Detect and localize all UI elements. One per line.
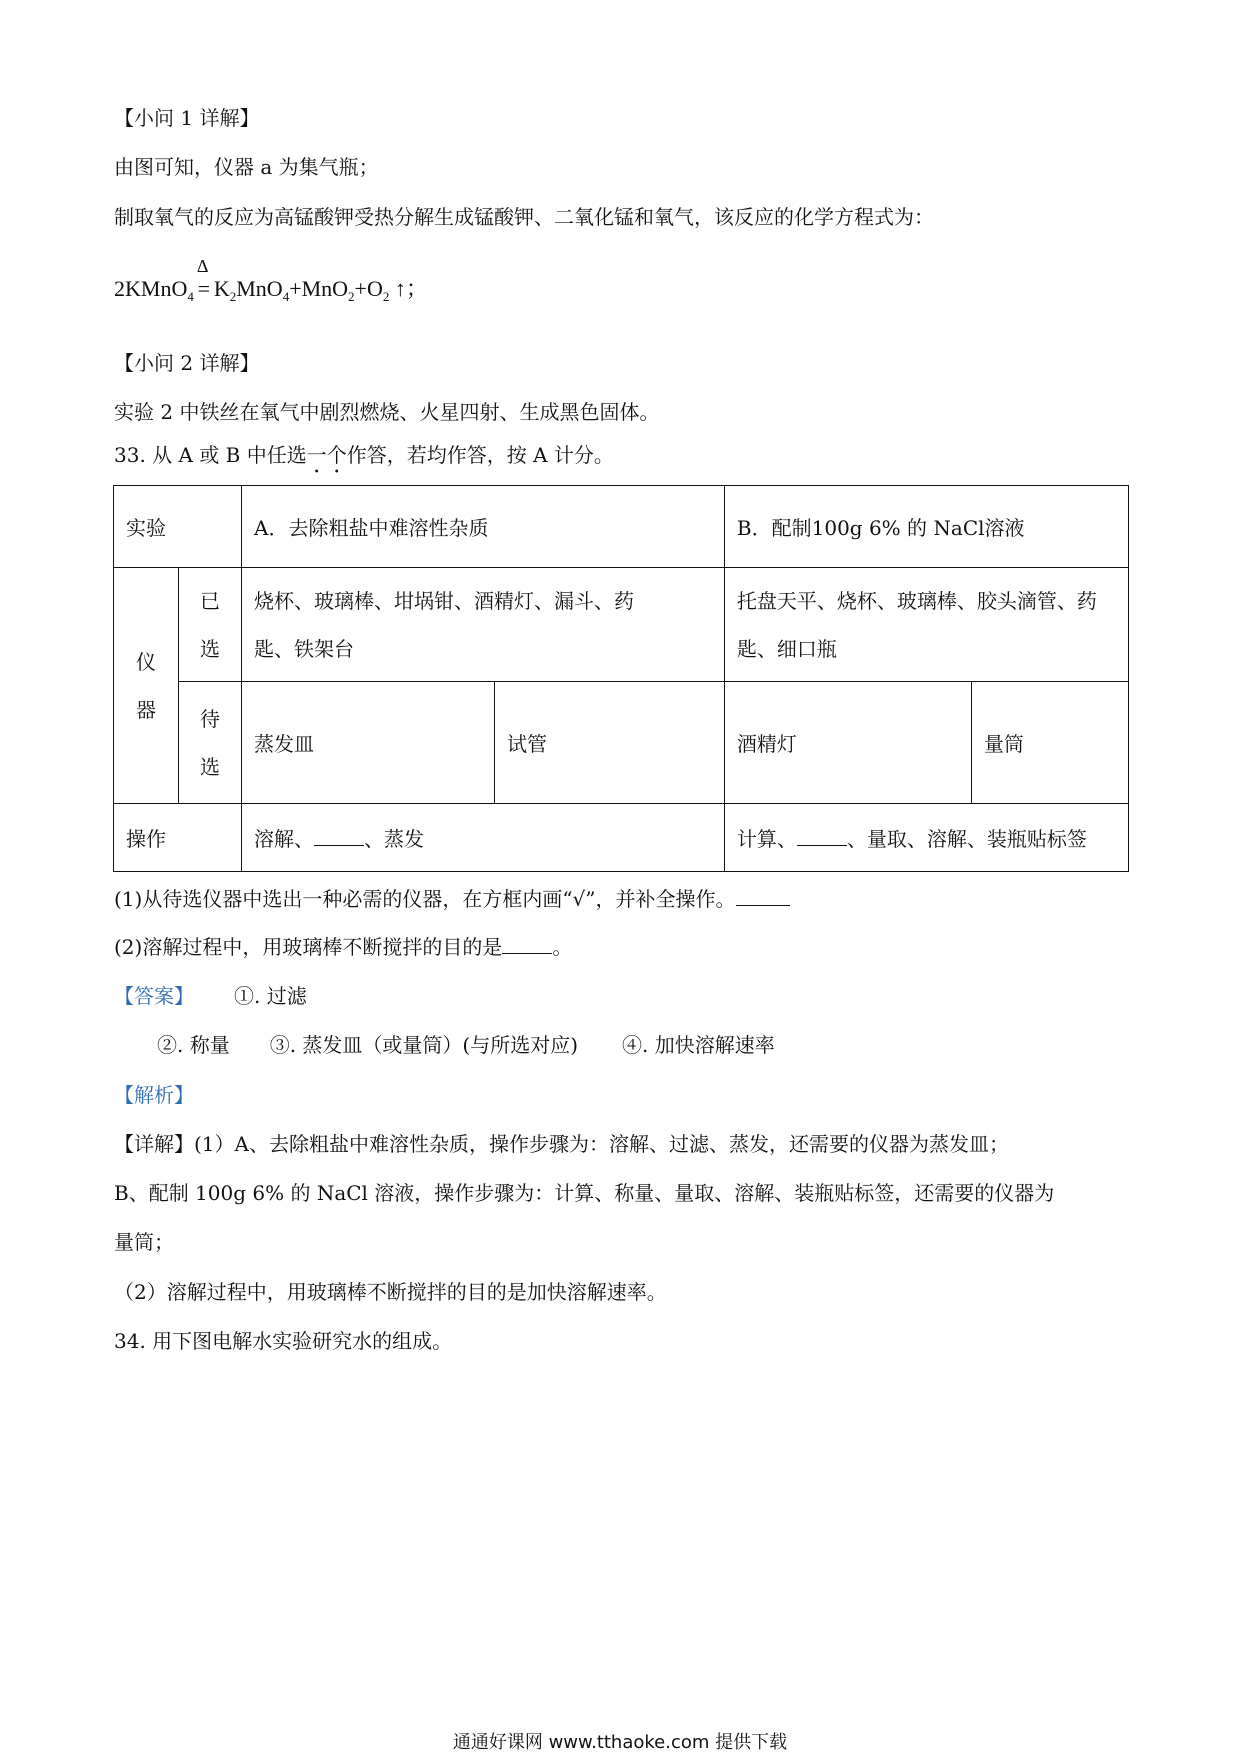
answer-2: ②. 称量 [157,1033,230,1057]
section2-heading: 【小问 2 详解】 [114,351,260,375]
q33-prefix: 33. 从 A 或 B 中任选 [114,443,307,467]
option-b-title: B．配制100g 6% 的 NaCl溶液 [724,486,1128,568]
detail-line-3: 量筒； [114,1230,174,1254]
delta-symbol: Δ [196,256,209,276]
eq-reactant: 2KMnO [114,276,188,301]
answer-1: ①. 过滤 [234,984,307,1008]
question-33-table [113,485,1129,872]
sub1-answer-blank[interactable] [736,885,790,906]
answer-3: ③. 蒸发皿（或量筒）(与所选对应) [269,1033,579,1057]
q33-sub1: (1)从待选仪器中选出一种必需的仪器，在方框内画“√”，并补全操作。 [114,885,790,913]
equals-sign: = [197,276,211,301]
section1-line1: 由图可知，仪器 a 为集气瓶； [114,155,379,179]
exp-label: 实验 [114,486,242,568]
b-option-measuring-cylinder[interactable]: 量筒 [971,682,1128,804]
a-operation: 溶解、 、蒸发 [242,804,725,872]
eq-product-mno: MnO [236,276,283,301]
eq-product-mno2: +MnO [289,276,349,301]
analysis-label: 【解析】 [114,1083,194,1107]
answer-row-1 [114,982,307,1010]
detail-line-1: 【详解】(1）A、去除粗盐中难溶性杂质，操作步骤为：溶解、过滤、蒸发，还需要的仪器为蒸发皿； [114,1132,1009,1156]
section2-line1: 实验 2 中铁丝在氧气中剧烈燃烧、火星四射、生成黑色固体。 [114,400,660,424]
eq-sub: 2 [382,289,390,304]
q33-sub2: (2)溶解过程中，用玻璃棒不断搅拌的目的是 。 [114,935,573,959]
a-option-evaporating-dish[interactable]: 蒸发皿 [242,682,495,804]
selected-label: 已 选 [179,568,242,682]
question-33-title [114,441,614,478]
question-34: 34. 用下图电解水实验研究水的组成。 [114,1329,453,1353]
eq-sub: 2 [229,289,237,304]
q33-suffix: 作答，若均作答，按 A 计分。 [346,443,614,467]
b-option-alcohol-lamp[interactable]: 酒精灯 [724,682,971,804]
b-operation-blank[interactable] [797,825,847,846]
sub2-answer-blank[interactable] [502,933,552,954]
eq-product-k: K [213,276,230,301]
operation-label: 操作 [114,804,242,872]
detail-line-2: B、配制 100g 6% 的 NaCl 溶液，操作步骤为：计算、称量、量取、溶解、装瓶贴标签，还需要的仪器为 [114,1181,1055,1205]
a-operation-blank[interactable] [314,825,364,846]
chemical-equation [114,256,428,305]
a-option-test-tube[interactable]: 试管 [495,682,725,804]
section1-line2: 制取氧气的反应为高锰酸钾受热分解生成锰酸钾、二氧化锰和氧气，该反应的化学方程式为： [114,205,934,229]
answer-row-2 [157,1031,775,1059]
b-operation: 计算、 、量取、溶解、装瓶贴标签 [724,804,1128,872]
answer-label: 【答案】 [114,984,194,1008]
section1-heading: 【小问 1 详解】 [114,106,260,130]
eq-end: ↑； [389,276,428,301]
eq-product-o2: +O [354,276,383,301]
footer-source: 通通好课网 www.tthaoke.com 提供下载 [452,1732,788,1753]
pending-label: 待 选 [179,682,242,804]
a-selected-instruments: 烧杯、玻璃棒、坩埚钳、酒精灯、漏斗、药 匙、铁架台 [242,568,725,682]
answer-4: ④. 加快溶解速率 [622,1033,775,1057]
eq-heat-sign [194,256,214,302]
eq-sub: 4 [282,289,290,304]
detail-line-4: （2）溶解过程中，用玻璃棒不断搅拌的目的是加快溶解速率。 [114,1280,667,1304]
instrument-label: 仪 器 [114,568,179,804]
eq-sub: 4 [187,289,194,304]
eq-sub: 2 [348,289,355,304]
q33-emphasis: 一个 [306,443,347,467]
option-a-title: A．去除粗盐中难溶性杂质 [242,486,725,568]
b-selected-instruments: 托盘天平、烧杯、玻璃棒、胶头滴管、药 匙、细口瓶 [724,568,1128,682]
